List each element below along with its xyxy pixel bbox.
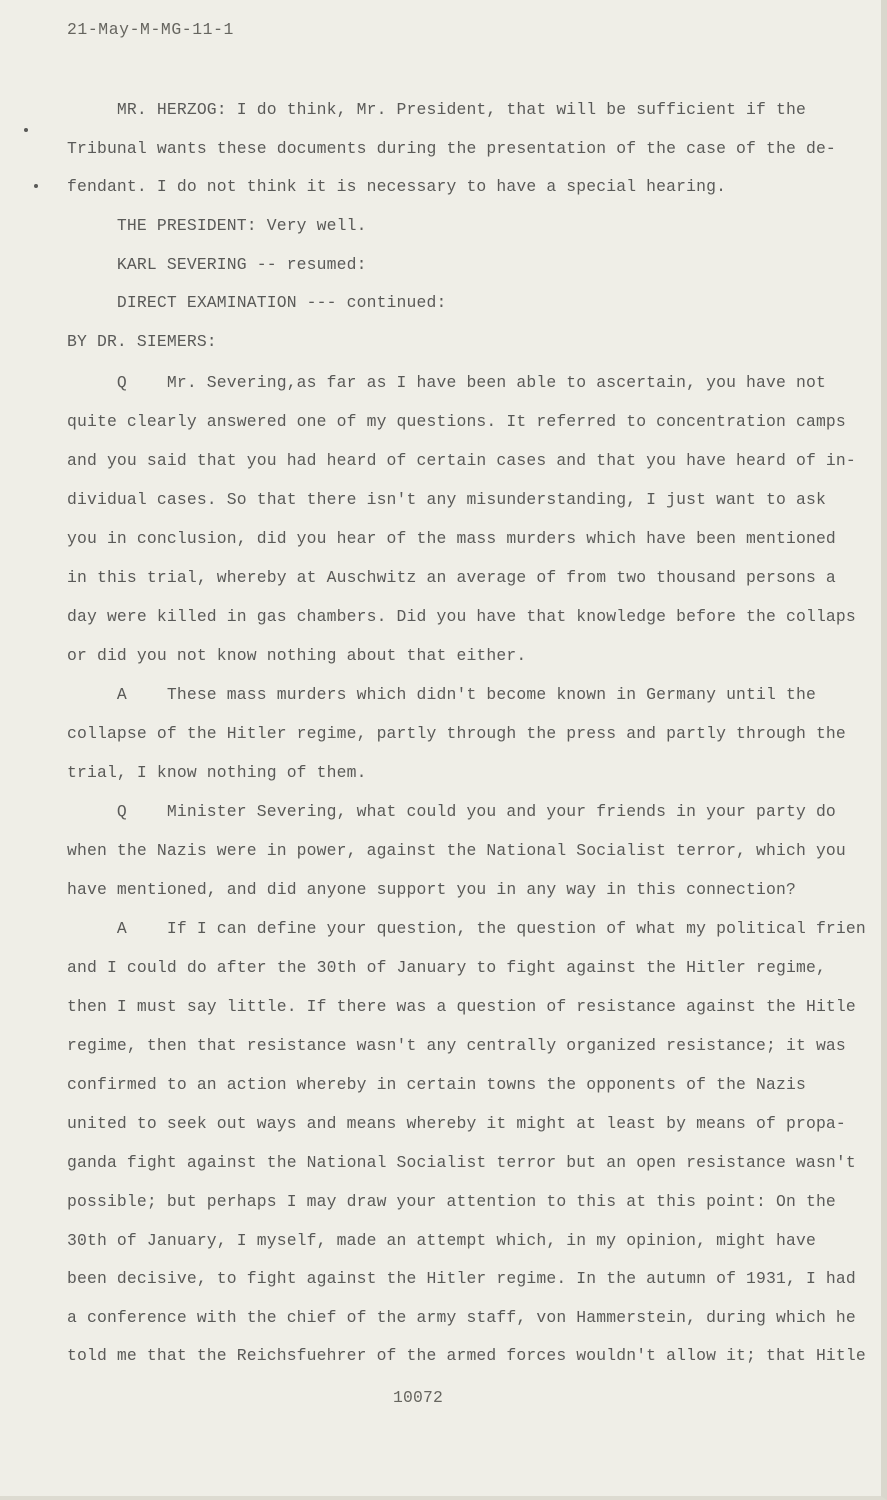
- body-line: quite clearly answered one of my questions. It referred to concentration camps: [67, 412, 846, 431]
- body-line: BY DR. SIEMERS:: [67, 332, 217, 351]
- body-line: collapse of the Hitler regime, partly through the press and partly through the: [67, 724, 846, 743]
- body-line: dividual cases. So that there isn't any misunderstanding, I just want to ask: [67, 490, 826, 509]
- body-line: when the Nazis were in power, against the National Socialist terror, which you: [67, 841, 846, 860]
- body-line: fendant. I do not think it is necessary to have a special hearing.: [67, 177, 727, 196]
- body-line: regime, then that resistance wasn't any centrally organized resistance; it was: [67, 1036, 846, 1055]
- body-line: confirmed to an action whereby in certain towns the opponents of the Nazis: [67, 1075, 806, 1094]
- document-header-code: 21-May-M-MG-11-1: [67, 20, 234, 39]
- body-line: and you said that you had heard of certain cases and that you have heard of in-: [67, 451, 856, 470]
- body-line: then I must say little. If there was a question of resistance against the Hitle: [67, 997, 856, 1016]
- body-line: or did you not know nothing about that either.: [67, 646, 527, 665]
- body-line: KARL SEVERING -- resumed:: [67, 255, 367, 274]
- body-line: you in conclusion, did you hear of the mass murders which have been mentioned: [67, 529, 836, 548]
- body-line: day were killed in gas chambers. Did you have that knowledge before the collaps: [67, 607, 856, 626]
- body-line: trial, I know nothing of them.: [67, 763, 367, 782]
- body-line: been decisive, to fight against the Hitler regime. In the autumn of 1931, I had: [67, 1269, 856, 1288]
- body-line: ganda fight against the National Socialist terror but an open resistance wasn't: [67, 1153, 856, 1172]
- body-line: and I could do after the 30th of January to fight against the Hitler regime,: [67, 958, 826, 977]
- body-line: a conference with the chief of the army staff, von Hammerstein, during which he: [67, 1308, 856, 1327]
- body-line: Tribunal wants these documents during the presentation of the case of the de-: [67, 139, 836, 158]
- body-line: Q Minister Severing, what could you and your friends in your party do: [67, 802, 836, 821]
- body-line: MR. HERZOG: I do think, Mr. President, that will be sufficient if the: [67, 100, 806, 119]
- page-number: 10072: [393, 1388, 443, 1407]
- body-line: 30th of January, I myself, made an attempt which, in my opinion, might have: [67, 1231, 816, 1250]
- margin-mark: [24, 128, 28, 132]
- body-line: possible; but perhaps I may draw your attention to this at this point: On the: [67, 1192, 836, 1211]
- body-line: A These mass murders which didn't become known in Germany until the: [67, 685, 816, 704]
- body-line: in this trial, whereby at Auschwitz an average of from two thousand persons a: [67, 568, 836, 587]
- body-line: THE PRESIDENT: Very well.: [67, 216, 367, 235]
- margin-mark: [34, 184, 38, 188]
- body-line: A If I can define your question, the question of what my political frien: [67, 919, 866, 938]
- body-line: DIRECT EXAMINATION --- continued:: [67, 293, 447, 312]
- body-line: told me that the Reichsfuehrer of the armed forces wouldn't allow it; that Hitle: [67, 1346, 866, 1365]
- body-line: Q Mr. Severing,as far as I have been able to ascertain, you have not: [67, 373, 826, 392]
- body-line: united to seek out ways and means whereby it might at least by means of propa-: [67, 1114, 846, 1133]
- body-line: have mentioned, and did anyone support you in any way in this connection?: [67, 880, 796, 899]
